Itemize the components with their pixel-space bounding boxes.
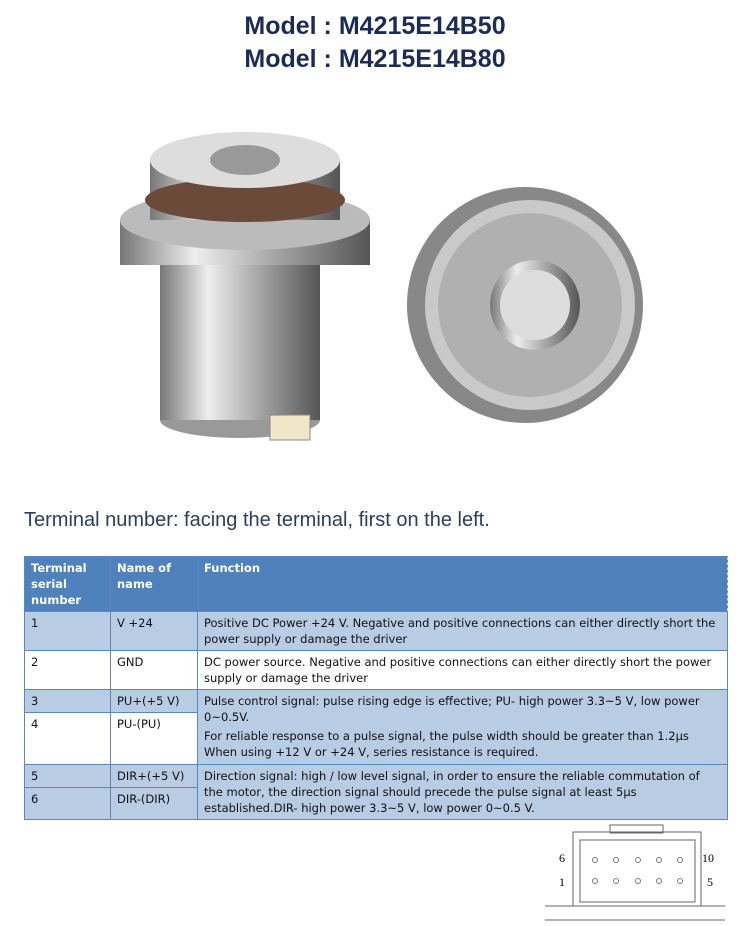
cell-function [198, 690, 728, 765]
pin-label-6: 6 [559, 851, 565, 865]
cell-function: Direction signal: high / low level signal, in order to ensure the reliable commutation of the motor, the direction signal should precede the pulse signal at least 5µs established.DIR- high power 3.3~5 V, low power 0~0.5 V. [198, 765, 728, 820]
cell-function: Positive DC Power +24 V. Negative and positive connections can either directly short the power supply or damage the driver [198, 612, 728, 651]
table-header [25, 557, 728, 612]
terminal-table [24, 556, 728, 820]
model-title-2: Model : M4215E14B80 [244, 45, 506, 73]
table-row [25, 765, 728, 788]
pin-label-10: 10 [702, 851, 714, 865]
motor-front-image [395, 180, 645, 430]
pin-label-5: 5 [707, 875, 713, 889]
cell-function: DC power source. Negative and positive connections can either directly short the power supply or damage the driver [198, 651, 728, 690]
table-row [25, 651, 728, 690]
function-text: Pulse control signal: pulse rising edge is effective; PU- high power 3.3~5 V, low power 0~0.5V. [204, 694, 700, 724]
cell-num: 3 [25, 690, 111, 713]
cell-name: PU-(PU) [111, 713, 198, 765]
header-name: Name of name [111, 557, 198, 612]
terminal-note: Terminal number: facing the terminal, first on the left. [24, 509, 490, 531]
cell-num: 1 [25, 612, 111, 651]
cell-name: GND [111, 651, 198, 690]
motor-side-image [115, 120, 385, 450]
connector-diagram [545, 822, 745, 926]
cell-name: V +24 [111, 612, 198, 651]
cell-num: 5 [25, 765, 111, 788]
function-text-2: For reliable response to a pulse signal, the pulse width should be greater than 1.2µs When using +12 V or +24 V, series resistance is required. [204, 729, 689, 759]
pin-label-1: 1 [559, 875, 565, 889]
table-row [25, 690, 728, 713]
cell-name: DIR+(+5 V) [111, 765, 198, 788]
cell-name: PU+(+5 V) [111, 690, 198, 713]
header-serial: Terminal serial number [25, 557, 111, 612]
model-title-1: Model : M4215E14B50 [244, 12, 506, 40]
cell-num: 2 [25, 651, 111, 690]
cell-num: 6 [25, 788, 111, 820]
table-row [25, 612, 728, 651]
cell-num: 4 [25, 713, 111, 765]
header-function: Function [198, 557, 728, 612]
cell-name: DIR-(DIR) [111, 788, 198, 820]
